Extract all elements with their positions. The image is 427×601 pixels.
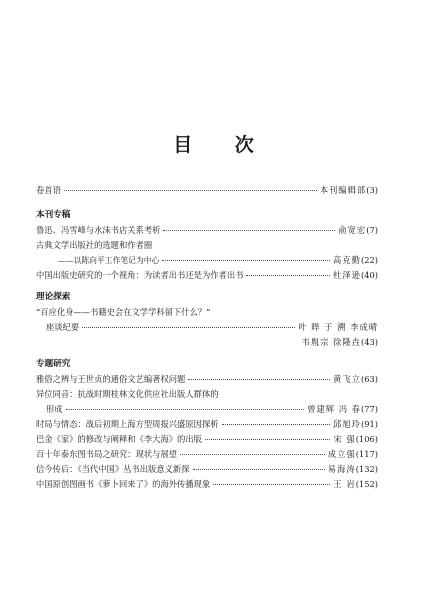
- entry-author: 黄飞立: [333, 374, 361, 384]
- toc-entry[interactable]: [36, 432, 378, 447]
- entry-author: 王 岩: [333, 479, 356, 489]
- entry-title: 古典文学出版社的选题和作者圈: [36, 240, 153, 250]
- dot-leader: [193, 469, 325, 470]
- entry-title: 百十年泰东图书局之研究：现状与展望: [36, 449, 178, 459]
- entry-page: (91): [360, 419, 378, 429]
- entry-page: (22): [360, 255, 378, 265]
- toc-entry[interactable]: [36, 462, 378, 477]
- page-title: 目 次: [173, 134, 272, 156]
- toc-entry[interactable]: [36, 223, 378, 238]
- toc-entry[interactable]: [36, 447, 378, 462]
- entry-author: 宋 强: [333, 434, 356, 444]
- entry-title: 鲁迅、冯雪峰与水沫书店关系考析: [36, 225, 161, 235]
- entry-title: 时局与情态：战后初期上海方型周报兴盛原因探析: [36, 419, 219, 429]
- entry-title: 巴金《家》的修改与阐释和《李大海》的出版: [36, 434, 202, 444]
- entry-author: 叶 晔 于 溯 李成晴: [298, 322, 378, 332]
- entry-title: 形成: [46, 404, 63, 414]
- toc-entry[interactable]: [36, 372, 378, 387]
- dot-leader: [180, 454, 325, 455]
- entry-subtitle: ——以陈向平工作笔记为中心: [58, 256, 160, 265]
- entry-title: 异位同音：抗战时期桂林文化供应社出版人群体的: [36, 389, 219, 399]
- toc-entry[interactable]: [36, 268, 378, 283]
- entry-author: 曾建辉 冯 春: [307, 404, 361, 414]
- entry-author: 杜泽逊: [333, 270, 361, 280]
- entry-author: 俞宽宏: [338, 225, 367, 235]
- entry-page: (63): [360, 374, 378, 384]
- dot-leader: [163, 230, 335, 231]
- section-heading: 专题研究: [36, 359, 71, 369]
- dot-leader: [246, 275, 330, 276]
- toc-entry[interactable]: [36, 417, 378, 432]
- toc-entry[interactable]: [36, 387, 378, 402]
- toc-entry[interactable]: [36, 402, 378, 417]
- dot-leader: [64, 190, 317, 191]
- entry-page: (43): [360, 337, 378, 347]
- entry-author: 邱旭玲: [333, 419, 361, 429]
- section-heading: 理论探索: [36, 292, 71, 302]
- entry-page: (7): [366, 225, 378, 235]
- entry-page: (40): [360, 270, 378, 280]
- dot-leader: [222, 424, 331, 425]
- entry-title: 信今传后：《当代中国》丛书出版意义新探: [36, 464, 190, 474]
- dot-leader: [82, 327, 295, 328]
- toc-entry-preface[interactable]: [36, 183, 378, 198]
- dot-leader: [213, 484, 330, 485]
- entry-author: 成立强: [327, 449, 356, 459]
- entry-title: 雅俗之辨与王世贞的通俗文艺编著权问题: [36, 374, 186, 384]
- entry-title: 座谈纪要: [46, 322, 80, 332]
- entry-page: (77): [360, 404, 378, 414]
- dot-leader: [188, 379, 330, 380]
- toc-entry[interactable]: [36, 320, 378, 335]
- section-heading: 本刊专稿: [36, 210, 71, 220]
- entry-title: 中国原创图画书《萝卜回来了》的海外传播现象: [36, 479, 211, 489]
- dot-leader: [66, 409, 305, 410]
- table-of-contents: [36, 183, 378, 492]
- entry-page: (117): [355, 449, 378, 459]
- entry-title: “百应化身——书籍史会在文学学科留下什么？”: [36, 307, 211, 317]
- dot-leader: [205, 439, 331, 440]
- toc-entry[interactable]: [36, 477, 378, 492]
- toc-entry[interactable]: [36, 335, 378, 350]
- entry-page: (3): [366, 185, 378, 195]
- entry-page: (152): [355, 479, 378, 489]
- dot-leader: [162, 260, 330, 261]
- entry-author: 高克勤: [333, 255, 361, 265]
- toc-entry[interactable]: [36, 238, 378, 253]
- entry-title: 卷首语: [36, 185, 61, 195]
- entry-author: 本刊编辑部: [319, 185, 367, 195]
- entry-title: 中国出版史研究的一个视角：为读者出书还是为作者出书: [36, 270, 244, 280]
- entry-author: 易海涛: [327, 464, 356, 474]
- toc-entry[interactable]: [36, 305, 378, 320]
- entry-author: 韦胤宗 徐隆垚: [301, 337, 361, 347]
- toc-entry[interactable]: [36, 253, 378, 268]
- entry-page: (132): [355, 464, 378, 474]
- entry-page: (106): [355, 434, 378, 444]
